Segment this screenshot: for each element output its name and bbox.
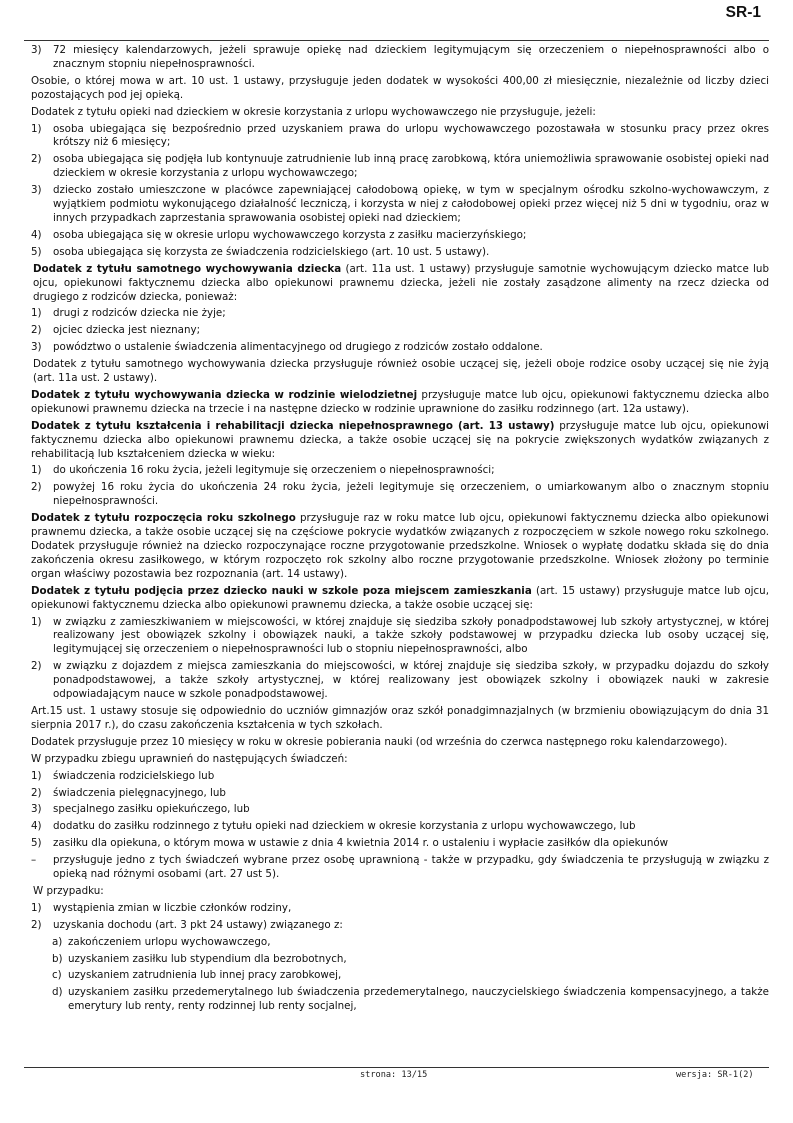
list-item-text: w związku z dojazdem z miejsca zamieszkania do miejscowości, w której znajduje się siedziba szkoły, w przypadku dojazdu do szkoły ponadpodstawowej, a także szkoły artystycznej, w której realizowany jest obowiązek szkolny i obowiązek nauki w zakresie odpowiadającym nauce w szkole ponadpodstawowej. <box>53 660 769 701</box>
list-item-text: wystąpienia zmian w liczbie członków rodziny, <box>53 901 292 914</box>
paragraph-heading: Dodatek z tytułu samotnego wychowywania dziecka <box>33 262 342 275</box>
list-item <box>31 787 769 801</box>
header-divider <box>24 40 769 41</box>
list-item <box>31 919 769 933</box>
paragraph-text: (art. 11a ust. 1 ustawy) przysługuje samotnie wychowującym dziecko matce lub ojcu, opiekunowi faktycznemu dziecka albo opiekunowi prawnemu dziecka, jeżeli nie zostały zasądzone alimenty na rzecz dziecka od drugiego z rodziców dziecka, ponieważ: <box>33 262 769 303</box>
list-marker: 2) <box>31 918 42 931</box>
list-marker: 2) <box>31 481 42 494</box>
paragraph-text: W przypadku: <box>33 884 104 897</box>
list-item <box>31 902 769 916</box>
list-item-text: dodatku do zasiłku rodzinnego z tytułu opieki nad dzieckiem w okresie korzystania z urlopu wychowawczego, lub <box>53 820 636 833</box>
list-item-text: świadczenia rodzicielskiego lub <box>53 769 215 782</box>
list-marker: 1) <box>31 122 42 135</box>
paragraph-text: Osobie, o której mowa w art. 10 ust. 1 ustawy, przysługuje jeden dodatek w wysokości 400,00 zł miesięcznie, niezależnie od liczby dzieci pozostających pod jej opieką. <box>31 74 769 101</box>
list-item <box>31 341 769 355</box>
list-item <box>31 246 769 260</box>
list-item-text: świadczenia pielęgnacyjnego, lub <box>53 786 226 799</box>
list-marker: a) <box>52 935 63 948</box>
document-body <box>31 44 769 1017</box>
list-item-text: osoba ubiegająca się korzysta ze świadczenia rodzicielskiego (art. 10 ust. 5 ustawy). <box>53 245 490 258</box>
sub-list-item <box>31 969 769 983</box>
list-item-text: uzyskaniem zatrudnienia lub innej pracy zarobkowej, <box>68 969 342 982</box>
list-marker: 1) <box>31 769 42 782</box>
list-item-text: ojciec dziecka jest nieznany; <box>53 324 201 337</box>
sub-list-item <box>31 953 769 967</box>
sub-list-item <box>31 986 769 1014</box>
list-marker: 5) <box>31 245 42 258</box>
list-item <box>31 464 769 478</box>
list-marker: 1) <box>31 615 42 628</box>
list-item <box>31 307 769 321</box>
paragraph <box>31 263 769 305</box>
list-item <box>31 770 769 784</box>
list-item-text: uzyskaniem zasiłku lub stypendium dla bezrobotnych, <box>68 952 347 965</box>
list-item <box>31 837 769 851</box>
list-marker: – <box>31 854 37 867</box>
sub-list-item <box>31 936 769 950</box>
list-marker: 3) <box>31 44 42 56</box>
list-item <box>31 481 769 509</box>
paragraph-text: (art. 15 ustawy) przysługuje matce lub ojcu, opiekunowi faktycznemu dziecka albo opiekunowi prawnemu dziecka, a także osobie uczącej się: <box>31 584 769 611</box>
list-marker: 4) <box>31 820 42 833</box>
list-item <box>31 820 769 834</box>
paragraph-heading: Dodatek z tytułu wychowywania dziecka w rodzinie wielodzietnej <box>31 388 418 401</box>
list-marker: 1) <box>31 307 42 320</box>
list-marker: d) <box>52 986 63 999</box>
list-item-text: osoba ubiegająca się podjęła lub kontynuuje zatrudnienie lub inną pracę zarobkową, która uniemożliwia sprawowanie osobistej opieki nad dzieckiem w okresie korzystania z urlopu wychowawczego; <box>53 153 769 180</box>
list-item <box>31 854 769 882</box>
list-marker: 3) <box>31 803 42 816</box>
paragraph-heading: Dodatek z tytułu podjęcia przez dziecko nauki w szkole poza miejscem zamieszkania <box>31 584 532 597</box>
paragraph <box>31 705 769 733</box>
paragraph <box>31 106 769 120</box>
page-number: strona: 13/15 <box>360 1070 428 1080</box>
list-marker: 3) <box>31 341 42 354</box>
paragraph-text: Art.15 ust. 1 ustawy stosuje się odpowiednio do uczniów gimnazjów oraz szkół ponadgimnazjalnych (w brzmieniu obowiązującym do dnia 31 sierpnia 2017 r.), do czasu zakończenia kształcenia w tych szkołach. <box>31 704 769 731</box>
paragraph-heading: Dodatek z tytułu kształcenia i rehabilitacji dziecka niepełnosprawnego (art. 13 ustawy) <box>31 419 555 432</box>
paragraph <box>31 585 769 613</box>
paragraph-text: przysługuje matce lub ojcu, opiekunowi faktycznemu dziecka albo opiekunowi prawnemu dziecka, a także osobie uczącej się na pokrycie zwiększonych wydatków związanych z rehabilitacją lub kształceniem dziecka w wieku: <box>31 419 769 460</box>
paragraph-text: Dodatek z tytułu samotnego wychowywania dziecka przysługuje również osobie uczącej się, jeżeli oboje rodzice osoby uczącej się nie żyją (art. 11a ust. 2 ustawy). <box>33 358 769 385</box>
form-version: wersja: SR-1(2) <box>676 1070 754 1080</box>
list-marker: 3) <box>31 184 42 197</box>
paragraph-text: Dodatek z tytułu opieki nad dzieckiem w okresie korzystania z urlopu wychowawczego nie przysługuje, jeżeli: <box>31 105 596 118</box>
list-item <box>31 616 769 658</box>
list-marker: 2) <box>31 660 42 673</box>
list-marker: 1) <box>31 464 42 477</box>
paragraph <box>31 736 769 750</box>
list-item-text: w związku z zamieszkiwaniem w miejscowości, w której znajduje się siedziba szkoły ponadpodstawowej lub szkoły artystycznej, w której realizowany jest obowiązek szkolny i obowiązek nauki, a także szkoły podstawowej w przypadku dziecka lub osoby uczącej się, legitymującej się orzeczeniem o niepełnosprawności lub o stopniu niepełnosprawności, albo <box>53 615 769 656</box>
paragraph <box>31 753 769 767</box>
list-marker: c) <box>52 969 62 982</box>
list-item <box>31 229 769 243</box>
list-marker: 2) <box>31 153 42 166</box>
paragraph <box>31 512 769 582</box>
list-item <box>31 660 769 702</box>
list-item-text: osoba ubiegająca się w okresie urlopu wychowawczego korzysta z zasiłku macierzyńskiego; <box>53 228 527 241</box>
paragraph <box>31 885 769 899</box>
paragraph-text: przysługuje matce lub ojcu, opiekunowi faktycznemu dziecka albo opiekunowi prawnemu dziecka na trzecie i na następne dziecko w rodzinie uprawnione do zasiłku rodzinnego (art. 12a ustawy). <box>31 388 769 415</box>
paragraph-heading: Dodatek z tytułu rozpoczęcia roku szkolnego <box>31 512 296 525</box>
paragraph <box>31 389 769 417</box>
list-item <box>31 803 769 817</box>
list-item-text: osoba ubiegająca się bezpośrednio przed uzyskaniem prawa do urlopu wychowawczego pozostawała w stosunku pracy przez okres krótszy niż 6 miesięcy; <box>53 122 769 149</box>
form-code: SR-1 <box>725 4 761 21</box>
list-item-text: 72 miesięcy kalendarzowych, jeżeli sprawuje opiekę nad dzieckiem legitymującym się orzeczeniem o niepełnosprawności albo o znacznym stopniu niepełnosprawności. <box>53 44 769 70</box>
list-item <box>31 324 769 338</box>
paragraph <box>31 75 769 103</box>
paragraph <box>31 358 769 386</box>
list-marker: b) <box>52 952 63 965</box>
list-item-text: zakończeniem urlopu wychowawczego, <box>68 935 271 948</box>
list-item-text: dziecko zostało umieszczone w placówce zapewniającej całodobową opiekę, w tym w specjalnym ośrodku szkolno-wychowawczym, z wyjątkiem podmiotu wykonującego działalność leczniczą, i korzysta w niej z całodobowej opieki przez więcej niż 5 dni w tygodniu, oraz w innych przypadkach zaprzestania sprawowania osobistej opieki nad dzieckiem; <box>53 184 769 224</box>
paragraph <box>31 420 769 462</box>
paragraph-text: Dodatek przysługuje przez 10 miesięcy w roku w okresie pobierania nauki (od września do czerwca następnego roku kalendarzowego). <box>31 735 728 748</box>
list-item-text: powyżej 16 roku życia do ukończenia 24 roku życia, jeżeli legitymuje się orzeczeniem, o umiarkowanym albo o znacznym stopniu niepełnosprawności. <box>53 481 769 508</box>
list-item <box>31 153 769 181</box>
list-item-text: specjalnego zasiłku opiekuńczego, lub <box>53 803 250 816</box>
list-item <box>31 123 769 151</box>
list-marker: 2) <box>31 786 42 799</box>
list-item <box>31 184 769 226</box>
list-item-text: uzyskaniem zasiłku przedemerytalnego lub świadczenia przedemerytalnego, nauczycielskiego świadczenia kompensacyjnego, a także emerytury lub renty, renty rodzinnej lub renty socjalnej, <box>68 986 769 1013</box>
list-item-text: uzyskania dochodu (art. 3 pkt 24 ustawy) związanego z: <box>53 918 343 931</box>
paragraph-text: przysługuje raz w roku matce lub ojcu, opiekunowi faktycznemu dziecka albo opiekunowi prawnemu dziecka, a także osobie uczącej się na częściowe pokrycie wydatków związanych z rozpoczęciem w szkole nowego roku szkolnego. Dodatek przysługuje również na dziecko rozpoczynające roczne przygotowanie przedszkolne. Wniosek o wypłatę dodatku składa się do dnia zakończenia okresu zasiłkowego, w którym rozpoczęto rok szkolny albo roczne przygotowanie przedszkolne. Wniosek złożony po terminie organ właściwy pozostawia bez rozpoznania (art. 14 ustawy). <box>31 512 770 580</box>
list-item-text: powództwo o ustalenie świadczenia alimentacyjnego od drugiego z rodziców zostało oddalone. <box>53 341 543 354</box>
list-marker: 5) <box>31 837 42 850</box>
list-item-text: drugi z rodziców dziecka nie żyje; <box>53 307 226 320</box>
list-marker: 1) <box>31 901 42 914</box>
list-item-text: zasiłku dla opiekuna, o którym mowa w ustawie z dnia 4 kwietnia 2014 r. o ustaleniu i wypłacie zasiłków dla opiekunów <box>53 837 669 850</box>
list-item-text: do ukończenia 16 roku życia, jeżeli legitymuje się orzeczeniem o niepełnosprawności; <box>53 464 495 477</box>
paragraph-text: W przypadku zbiegu uprawnień do następujących świadczeń: <box>31 752 348 765</box>
list-marker: 2) <box>31 324 42 337</box>
footer-divider <box>24 1067 769 1068</box>
list-item <box>31 44 769 72</box>
list-marker: 4) <box>31 228 42 241</box>
list-item-text: przysługuje jedno z tych świadczeń wybrane przez osobę uprawnioną - także w przypadku, gdy świadczenia te przysługują w związku z opieką nad różnymi osobami (art. 27 ust 5). <box>53 854 769 881</box>
